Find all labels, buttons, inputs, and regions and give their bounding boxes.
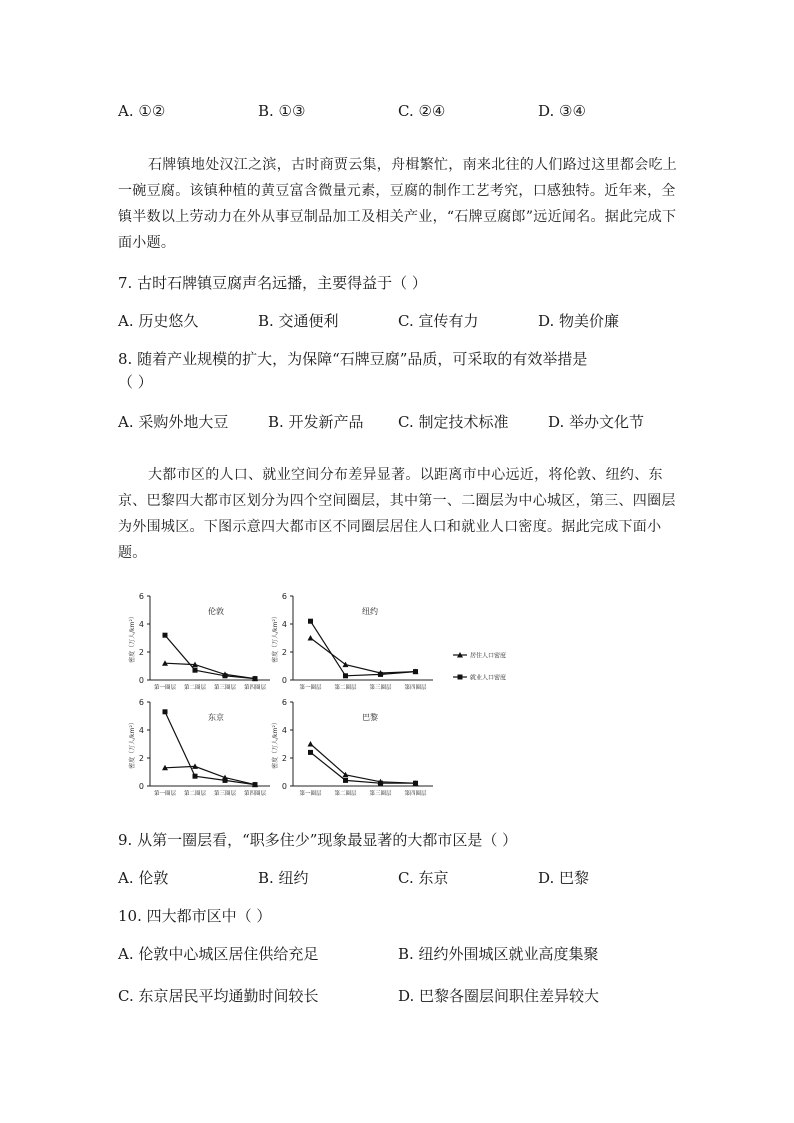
chart-title: 巴黎 [362, 713, 378, 722]
q10-option-b[interactable]: B. 纽约外围城区就业高度集聚 [398, 945, 599, 963]
data-point-square [308, 619, 313, 624]
passage-metro-areas: 大都市区的人口、就业空间分布差异显著。以距离市中心远近，将伦敦、纽约、东京、巴黎四大都市区划分为四个空间圈层，其中第一、二圈层为中心城区，第三、四圈层为外围城区。下图示意四大都市区不同圈层居住人口和就业人口密度。据此完成下面小题。 [118, 467, 676, 561]
data-point-square [193, 668, 198, 673]
data-point-triangle [308, 635, 314, 641]
x-tick-label: 第二圈层 [334, 685, 357, 691]
x-tick-label: 第三圈层 [369, 791, 392, 797]
chart-title: 东京 [208, 713, 224, 722]
q10-option-c[interactable]: C. 东京居民平均通勤时间较长 [118, 987, 319, 1005]
q7-option-c[interactable]: C. 宣传有力 [398, 312, 479, 330]
x-tick-label: 第四圈层 [404, 685, 427, 691]
y-tick-label: 6 [138, 698, 144, 707]
y-tick-label: 2 [281, 754, 287, 763]
x-tick-label: 第一圈层 [153, 685, 177, 691]
x-tick-label: 第一圈层 [299, 685, 322, 691]
q6-option-c[interactable]: C. ②④ [398, 102, 446, 120]
y-axis-label: 密度（万人/km²） [129, 719, 136, 769]
data-point-square [163, 709, 168, 714]
x-tick-label: 第一圈层 [153, 791, 177, 797]
series-line [311, 744, 416, 783]
y-axis-label: 密度（万人/km²） [272, 613, 279, 663]
q8-stem: 8. 随着产业规模的扩大，为保障“石牌豆腐”品质，可采取的有效举措是 [118, 350, 588, 368]
q7-stem: 7. 古时石牌镇豆腐声名远播，主要得益于（ ） [118, 274, 427, 292]
q8-stem-bracket: （ ） [118, 373, 153, 391]
y-tick-label: 4 [138, 726, 144, 735]
data-point-square [413, 781, 418, 786]
q8-option-a[interactable]: A. 采购外地大豆 [118, 413, 229, 431]
x-tick-label: 第三圈层 [213, 685, 237, 691]
y-tick-label: 6 [138, 592, 144, 601]
legend-label: 居住人口密度 [470, 652, 507, 660]
q6-option-d[interactable]: D. ③④ [538, 102, 586, 120]
legend-marker-square [458, 675, 463, 680]
data-point-square [378, 781, 383, 786]
x-tick-label: 第四圈层 [243, 791, 267, 797]
x-tick-label: 第四圈层 [243, 685, 267, 691]
q10-option-a[interactable]: A. 伦敦中心城区居住供给充足 [118, 945, 319, 963]
y-axis-label: 密度（万人/km²） [272, 719, 279, 769]
data-point-square [223, 778, 228, 783]
y-tick-label: 0 [281, 676, 287, 685]
y-tick-label: 0 [138, 782, 144, 791]
x-tick-label: 第二圈层 [334, 791, 357, 797]
data-point-square [343, 778, 348, 783]
data-point-square [413, 669, 418, 674]
chart-title: 伦敦 [208, 607, 224, 616]
data-point-square [223, 673, 228, 678]
y-tick-label: 6 [281, 592, 287, 601]
series-line [165, 766, 255, 784]
q9-option-d[interactable]: D. 巴黎 [538, 869, 590, 887]
data-point-square [308, 750, 313, 755]
q8-option-d[interactable]: D. 举办文化节 [548, 413, 645, 431]
x-tick-label: 第二圈层 [183, 685, 207, 691]
data-point-square [378, 672, 383, 677]
data-point-square [343, 673, 348, 678]
x-tick-label: 第二圈层 [183, 791, 207, 797]
q8-option-b[interactable]: B. 开发新产品 [268, 413, 364, 431]
y-tick-label: 6 [281, 698, 287, 707]
q9-option-c[interactable]: C. 东京 [398, 869, 449, 887]
data-point-square [253, 676, 258, 681]
q7-option-b[interactable]: B. 交通便利 [258, 312, 339, 330]
series-line [165, 663, 255, 678]
data-point-square [163, 633, 168, 638]
chart-title: 纽约 [362, 607, 378, 616]
series-line [165, 712, 255, 785]
q10-stem: 10. 四大都市区中（ ） [118, 907, 272, 925]
q10-option-d[interactable]: D. 巴黎各圈层间职住差异较大 [398, 987, 600, 1005]
q6-option-a[interactable]: A. ①② [118, 102, 166, 120]
data-point-square [253, 782, 258, 787]
q8-option-c[interactable]: C. 制定技术标准 [398, 413, 509, 431]
x-tick-label: 第一圈层 [299, 791, 322, 797]
x-tick-label: 第三圈层 [369, 685, 392, 691]
q9-option-b[interactable]: B. 纽约 [258, 869, 309, 887]
x-tick-label: 第三圈层 [213, 791, 237, 797]
q9-stem: 9. 从第一圈层看，“职多住少”现象最显著的大都市区是（ ） [118, 831, 518, 849]
q6-option-b[interactable]: B. ①③ [258, 102, 306, 120]
data-point-square [193, 774, 198, 779]
series-line [311, 621, 416, 676]
q7-option-d[interactable]: D. 物美价廉 [538, 312, 620, 330]
passage-shipai-tofu: 石牌镇地处汉江之滨，古时商贾云集，舟楫繁忙，南来北往的人们路过这里都会吃上一碗豆腐。该镇种植的黄豆富含微量元素，豆腐的制作工艺考究，口感独特。近年来，全镇半数以上劳动力在外从事豆制品加工及相关产业，“石牌豆腐郎”远近闻名。据此完成下面小题。 [118, 157, 678, 251]
series-line [311, 638, 416, 673]
y-tick-label: 4 [281, 620, 287, 629]
y-tick-label: 2 [138, 754, 144, 763]
y-tick-label: 2 [281, 648, 287, 657]
y-tick-label: 2 [138, 648, 144, 657]
density-charts-figure [125, 580, 525, 800]
x-tick-label: 第四圈层 [404, 791, 427, 797]
y-tick-label: 0 [281, 782, 287, 791]
y-tick-label: 4 [281, 726, 287, 735]
q7-option-a[interactable]: A. 历史悠久 [118, 312, 199, 330]
density-charts-svg [125, 580, 525, 800]
legend-label: 就业人口密度 [470, 674, 507, 682]
data-point-triangle [308, 741, 314, 747]
y-tick-label: 0 [138, 676, 144, 685]
q9-option-a[interactable]: A. 伦敦 [118, 869, 169, 887]
y-axis-label: 密度（万人/km²） [129, 613, 136, 663]
y-tick-label: 4 [138, 620, 144, 629]
series-line [165, 635, 255, 678]
